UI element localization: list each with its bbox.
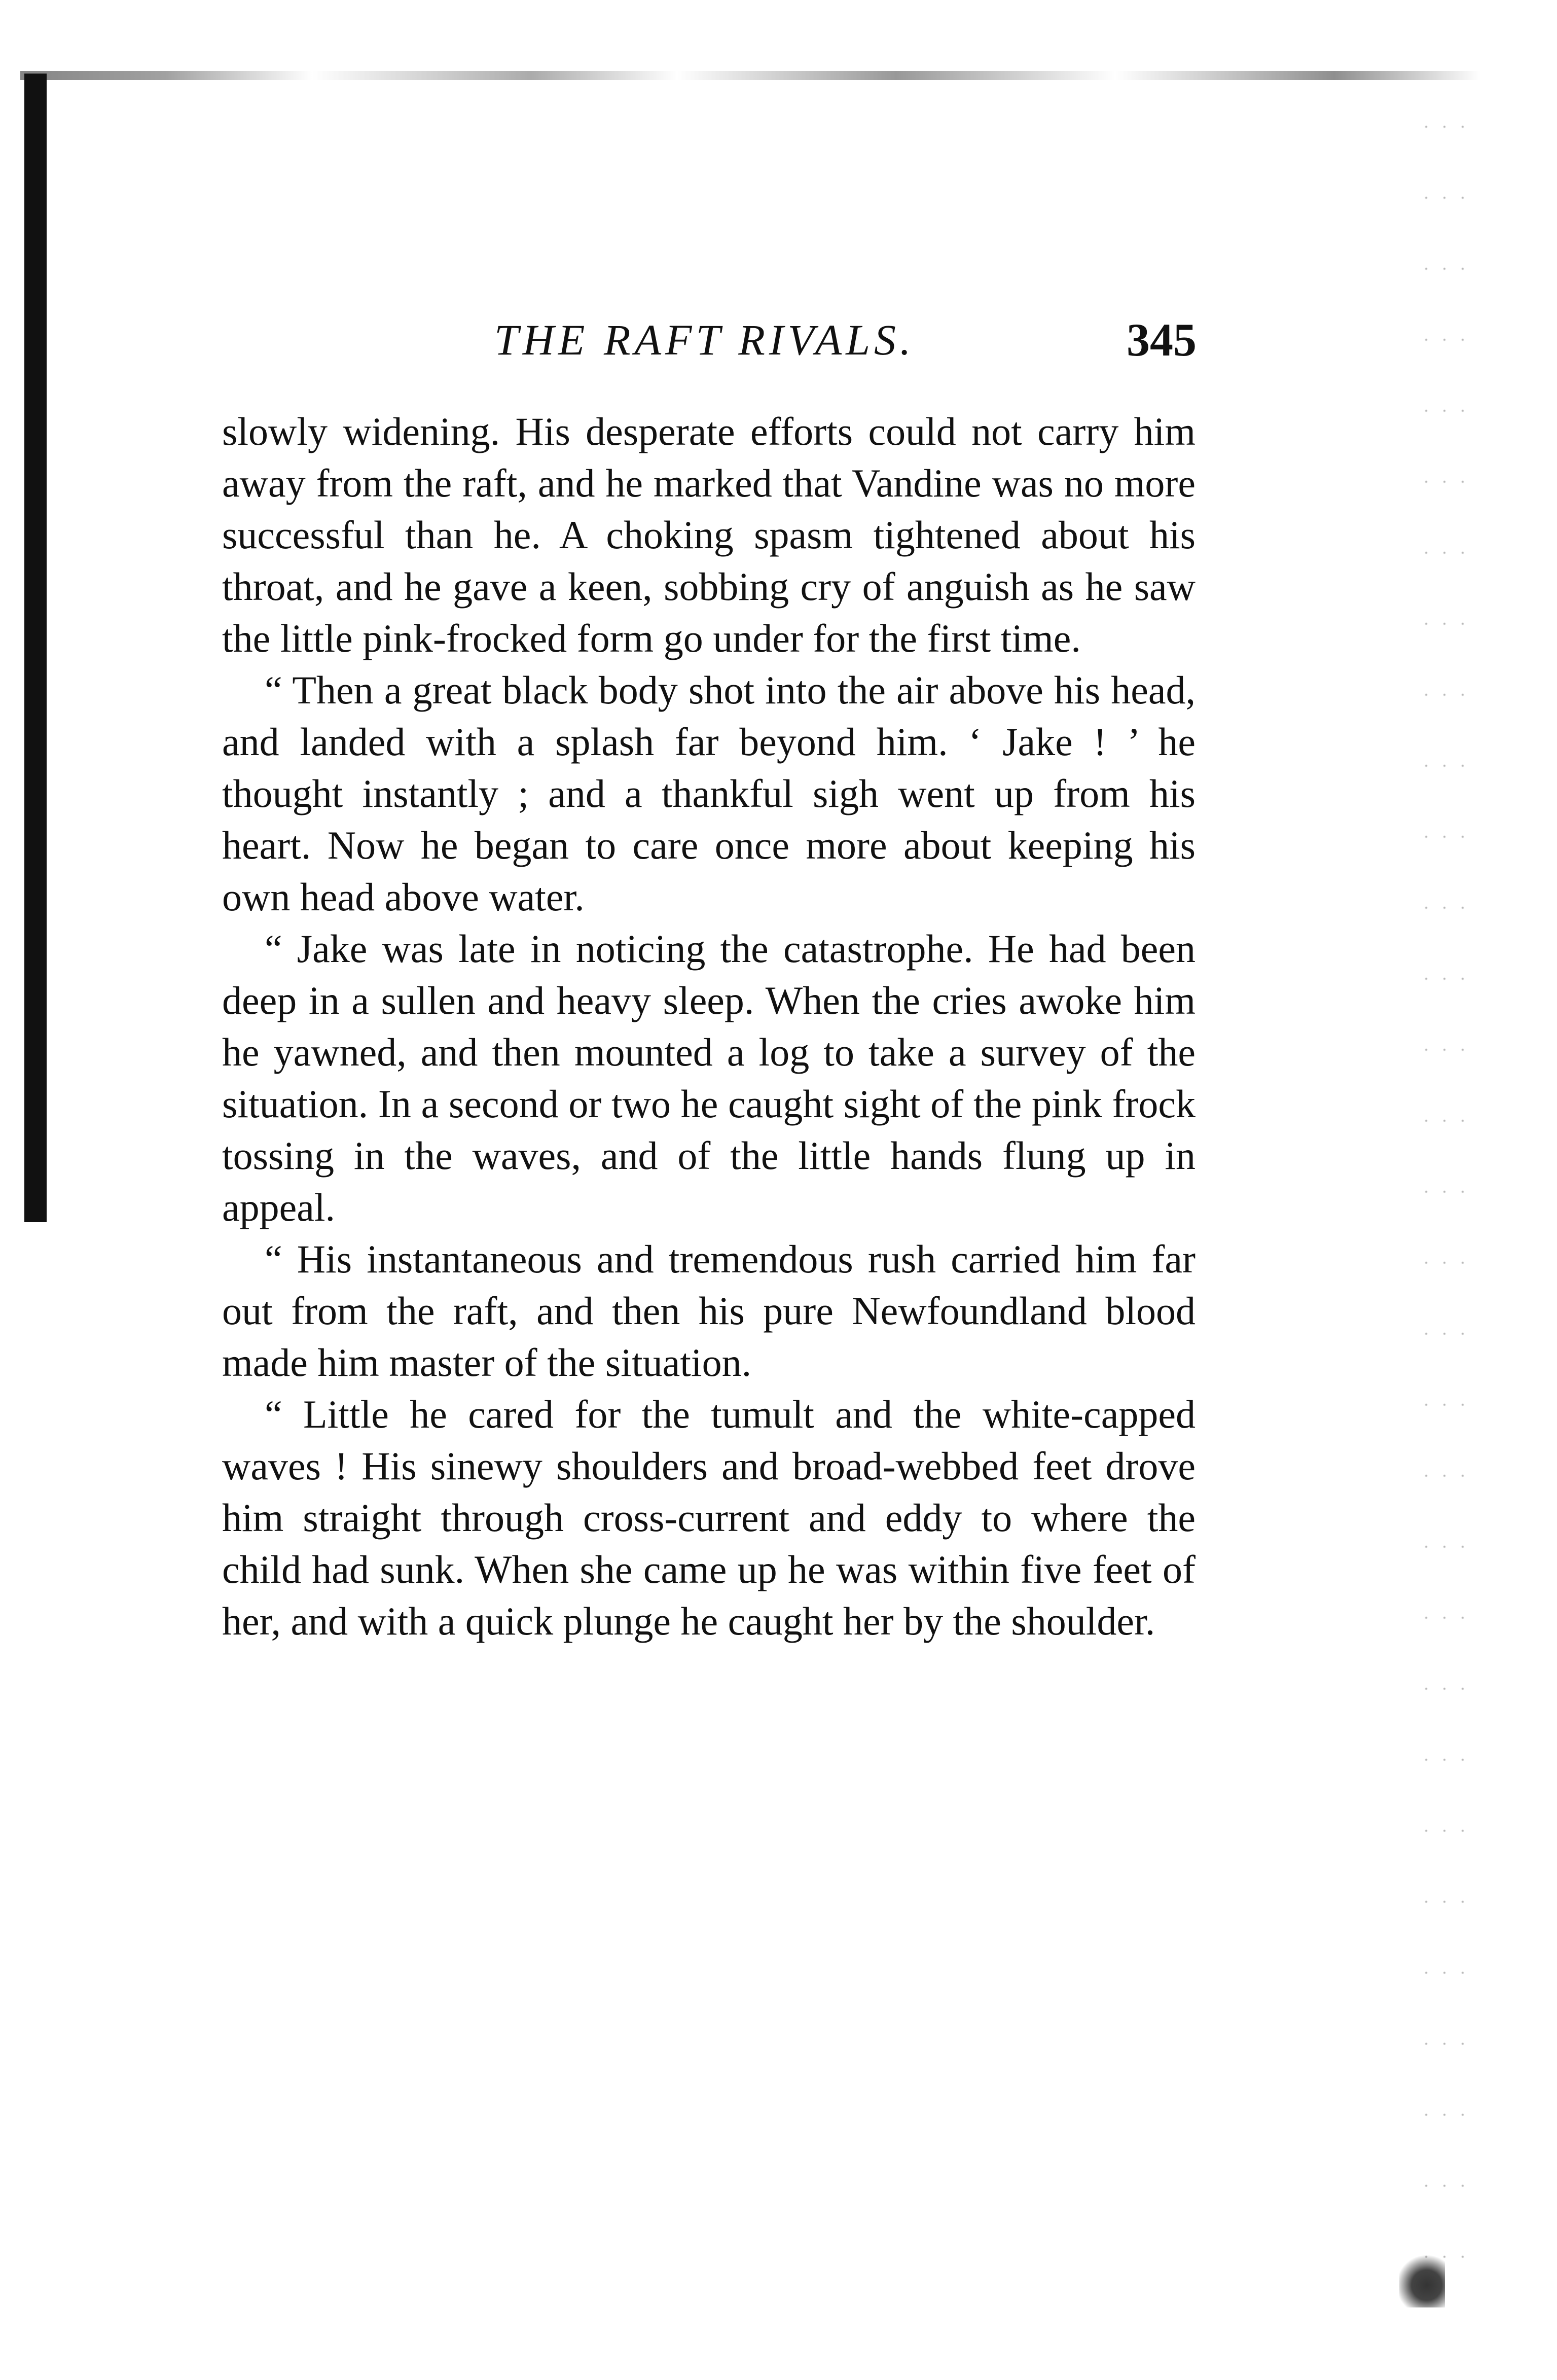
scan-ink-blot [1399, 2252, 1445, 2307]
scan-binding-shadow [24, 74, 47, 1222]
scan-margin-speckles [1417, 91, 1473, 2297]
paragraph: “ Little he cared for the tumult and the white-capped waves ! His sinewy shoulders and broad-webbed feet drove him straight through cross-current and eddy to where the child had sunk. When she came up he was within five feet of her, and with a quick plunge he caught her by the shoulder. [222, 1392, 1196, 1643]
paragraph: “ His instantaneous and tremendous rush carried him far out from the raft, and then his pure Newfoundland blood made him master of the situation. [222, 1237, 1196, 1384]
paragraph-continued: slowly widening. His desperate efforts could not carry him away from the raft, and he marked that Vandine was no more successful than he. A choking spasm tightened about his throat, and he gave a keen, sobbing cry of anguish as he saw the little pink-frocked form go under for the first time. [222, 409, 1196, 660]
running-title: THE RAFT RIVALS. [494, 315, 915, 364]
running-head [218, 304, 1197, 375]
scan-top-edge [20, 71, 1480, 80]
body-text [222, 406, 1196, 1647]
paragraph: “ Then a great black body shot into the air above his head, and landed with a splash far beyond him. ‘ Jake ! ’ he thought instantly ; and a thankful sigh went up from his heart. Now he began to care once more about keeping his own head above water. [222, 668, 1196, 919]
page-number: 345 [1127, 314, 1197, 366]
paragraph: “ Jake was late in noticing the catastrophe. He had been deep in a sullen and heavy sleep. When the cries awoke him he yawned, and then mounted a log to take a survey of the situation. In a second or two he caught sight of the pink frock tossing in the waves, and of the little hands flung up in appeal. [222, 927, 1196, 1229]
